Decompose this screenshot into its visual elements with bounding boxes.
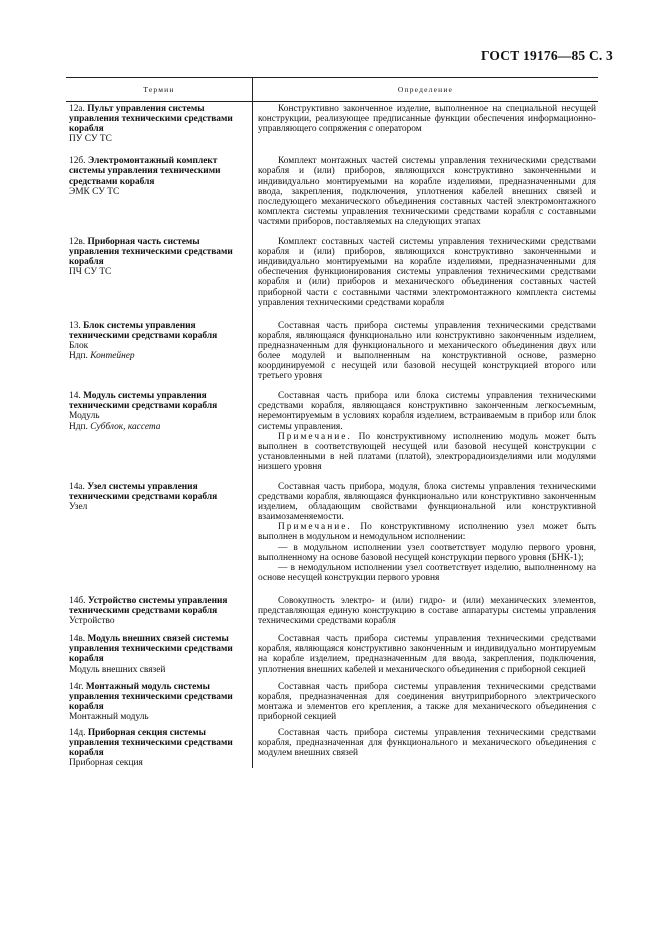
table-row <box>66 632 598 674</box>
term-title <box>69 237 248 267</box>
term-abbreviation: Блок <box>69 340 89 351</box>
note-label: Примечание. <box>278 522 352 533</box>
note-text: По конструктивному исполнению модуль может быть выполнен в соответствующей несущей или базовой несущей конструкции с установленными в ней платами (платой), электрорадиоизделиями или модулями низшего уровня <box>258 431 596 472</box>
column-divider <box>252 102 253 768</box>
column-header-definition: Определение <box>252 78 598 101</box>
term-number: 12в. <box>69 237 86 248</box>
term-title <box>69 596 248 616</box>
definition-text: Составная часть прибора, модуля, блока системы управления техническими средствами корабля, являющаяся функционально или конструктивно законченным изделием, обладающим свойствами функциональной или конструктивной взаимозаменяемости. <box>258 482 596 523</box>
deprecated-label: Ндп. <box>69 350 88 361</box>
note-text: По конструктивному исполнению узел может быть выполнен в модульном и немодульном исполнении: <box>258 522 596 543</box>
deprecated-value: Контейнер <box>90 350 135 361</box>
term-name: Узел системы управления техническими средствами корабля <box>69 482 218 503</box>
definition-text: Составная часть прибора системы управления техническими средствами корабля, предназначенная для функционального и механического объединения с модулем внешних связей <box>258 727 596 759</box>
term-name: Приборная часть системы управления техническими средствами корабля <box>69 237 233 268</box>
table-row <box>66 726 598 768</box>
term-title <box>69 634 248 664</box>
term-name: Модуль внешних связей системы управления техническими средствами корабля <box>69 634 233 665</box>
term-title <box>69 104 248 134</box>
terms-table <box>66 77 598 768</box>
term-cell <box>66 480 252 583</box>
definition-text: Составная часть прибора системы управления техническими средствами корабля, являющаяся конструктивно законченным и индивидуально монтируемым на корабле изделием, предназначенным для ввода, закрепления, подключения, уплотнения внешних кабелей и механического объединения с приборной секцией <box>258 634 596 675</box>
deprecated-value: Субблок, кассета <box>90 421 161 432</box>
term-name: Электромонтажный комплект системы управления техническими средствами корабля <box>69 156 221 187</box>
term-cell <box>66 102 252 144</box>
term-abbreviation: ЭМК СУ ТС <box>69 186 120 197</box>
definition-cell <box>252 154 598 227</box>
term-name: Модуль системы управления техническими средствами корабля <box>69 391 218 412</box>
deprecated-term <box>69 351 248 361</box>
term-abbreviation: Устройство <box>69 616 115 627</box>
term-number: 14б. <box>69 595 86 606</box>
term-cell <box>66 594 252 626</box>
note-item: — в немодульном исполнении узел соответствует изделию, выполненному на основе несущей конструкции первого уровня <box>258 562 596 583</box>
page-header: ГОСТ 19176—85 С. 3 <box>480 48 613 63</box>
note <box>258 432 596 472</box>
definition-text: Комплект монтажных частей системы управления техническими средствами корабля и (или) приборов, являющихся конструктивно законченными и индивидуально монтируемыми на корабле изделиями, предназначенными для ввода, закрепления, подключения, уплотнения кабелей внешних связей и последующего механического объединения составных частей электромонтажного комплекта системы управления техническими средствами корабля с составными частями приборов, поставляемых на следующих этапах <box>258 156 596 227</box>
table-row <box>66 389 598 472</box>
definition-text: Составная часть прибора системы управления техническими средствами корабля, являющаяся функционально или конструктивно законченным изделием, предназначенным для функционального и механического объединения двух или более модулей и выполненным на конструктивной основе, размерно координируемой с несущей или базовой несущей конструкцией второго или третьего уровня <box>258 320 596 382</box>
term-abbreviation: Приборная секция <box>69 758 143 769</box>
definition-cell <box>252 680 598 722</box>
term-abbreviation: Модуль <box>69 411 100 422</box>
definition-cell <box>252 319 598 382</box>
term-cell <box>66 726 252 768</box>
table-body <box>66 102 598 768</box>
term-number: 14а. <box>69 482 85 492</box>
term-title <box>69 682 248 712</box>
definition-text: Составная часть прибора системы управления техническими средствами корабля, предназначенная для соединения внутриприборного электрического монтажа и элементов его крепления, а также для механического объединения с приборной секцией <box>258 681 596 722</box>
definition-cell <box>252 102 598 144</box>
table-row <box>66 319 598 382</box>
definition-cell <box>252 594 598 626</box>
term-title <box>69 728 248 758</box>
term-number: 12а. <box>69 104 85 114</box>
definition-text: Совокупность электро- и (или) гидро- и (или) механических элементов, представляющая единую конструкцию в составе аппаратуры системы управления техническими средствами корабля <box>258 595 596 627</box>
term-number: 13. <box>69 320 81 331</box>
note-item: — в модульном исполнении узел соответствует модулю первого уровня, выполненному на основе базовой несущей конструкции первого уровня (БНК-1); <box>258 542 596 563</box>
definition-cell <box>252 632 598 674</box>
term-abbreviation: Узел <box>69 502 88 513</box>
table-row <box>66 235 598 308</box>
note-label: Примечание. <box>278 431 352 442</box>
term-name: Монтажный модуль системы управления техническими средствами корабля <box>69 681 233 712</box>
table-row <box>66 154 598 227</box>
term-cell <box>66 154 252 227</box>
term-name: Блок системы управления техническими средствами корабля <box>69 320 218 341</box>
term-abbreviation: ПЧ СУ ТС <box>69 267 112 278</box>
definition-text: Составная часть прибора или блока системы управления техническими средствами корабля, являющаяся конструктивно законченным легкосъемным, неремонтируемым в условиях корабля изделием, встраиваемым в прибор или блок системы управления. <box>258 391 596 432</box>
term-name: Устройство системы управления техническими средствами корабля <box>69 595 228 617</box>
definition-cell <box>252 389 598 472</box>
term-title <box>69 482 248 502</box>
table-row <box>66 480 598 583</box>
term-cell <box>66 235 252 308</box>
definition-cell <box>252 235 598 308</box>
definition-text: Конструктивно законченное изделие, выполненное на специальной несущей конструкции, реализующее предписанные функции обеспечения информационно-управляющего сопряжения с оператором <box>258 104 596 135</box>
term-name: Пульт управления системы управления техническими средствами корабля <box>69 104 233 135</box>
term-cell <box>66 319 252 382</box>
term-number: 14д. <box>69 727 86 738</box>
term-number: 14в. <box>69 634 86 645</box>
definition-cell <box>252 726 598 768</box>
note <box>258 522 596 542</box>
term-abbreviation: ПУ СУ ТС <box>69 134 112 145</box>
term-cell <box>66 632 252 674</box>
table-header <box>66 78 598 102</box>
table-row <box>66 102 598 144</box>
term-title <box>69 321 248 341</box>
table-row <box>66 594 598 626</box>
term-title <box>69 391 248 411</box>
term-name: Приборная секция системы управления техническими средствами корабля <box>69 727 233 759</box>
column-header-term: Термин <box>143 85 175 94</box>
table-row <box>66 680 598 722</box>
term-cell <box>66 389 252 472</box>
term-cell <box>66 680 252 722</box>
definition-text: Комплект составных частей системы управления техническими средствами корабля и (или) приборов, являющихся конструктивно законченными и индивидуально монтируемыми на корабле изделиями, предназначенными для обеспечения функционирования системы управления техническими средствами корабля и (или) приборов и механического объединения составных частей приборной части с составными частями электромонтажного комплекта системы управления техническими средствами корабля <box>258 237 596 308</box>
term-number: 14г. <box>69 681 84 692</box>
deprecated-label: Ндп. <box>69 421 88 432</box>
term-number: 14. <box>69 391 81 402</box>
term-abbreviation: Монтажный модуль <box>69 711 149 722</box>
term-abbreviation: Модуль внешних связей <box>69 664 166 675</box>
term-title <box>69 156 248 186</box>
term-number: 12б. <box>69 156 86 167</box>
definition-cell <box>252 480 598 583</box>
deprecated-term <box>69 422 248 432</box>
